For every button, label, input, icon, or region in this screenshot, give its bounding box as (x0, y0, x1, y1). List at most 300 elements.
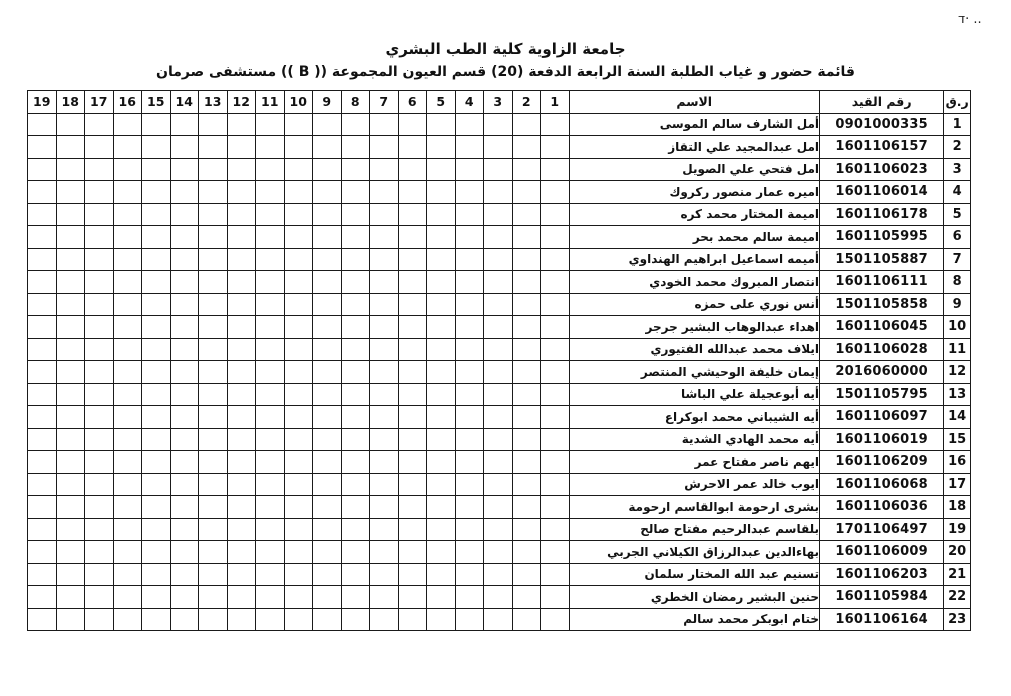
attendance-cell[interactable] (427, 361, 456, 384)
attendance-cell[interactable] (313, 473, 342, 496)
attendance-cell[interactable] (455, 226, 484, 249)
attendance-cell[interactable] (541, 383, 570, 406)
attendance-cell[interactable] (227, 181, 256, 204)
attendance-cell[interactable] (427, 226, 456, 249)
attendance-cell[interactable] (256, 181, 285, 204)
attendance-cell[interactable] (85, 316, 114, 339)
attendance-cell[interactable] (170, 113, 199, 136)
attendance-cell[interactable] (284, 316, 313, 339)
attendance-cell[interactable] (484, 563, 513, 586)
attendance-cell[interactable] (398, 563, 427, 586)
attendance-cell[interactable] (170, 361, 199, 384)
attendance-cell[interactable] (56, 293, 85, 316)
attendance-cell[interactable] (484, 181, 513, 204)
attendance-cell[interactable] (370, 316, 399, 339)
attendance-cell[interactable] (370, 158, 399, 181)
attendance-cell[interactable] (142, 428, 171, 451)
attendance-cell[interactable] (284, 248, 313, 271)
attendance-cell[interactable] (56, 361, 85, 384)
attendance-cell[interactable] (113, 158, 142, 181)
attendance-cell[interactable] (227, 271, 256, 294)
attendance-cell[interactable] (512, 608, 541, 631)
attendance-cell[interactable] (28, 316, 57, 339)
attendance-cell[interactable] (512, 473, 541, 496)
attendance-cell[interactable] (227, 361, 256, 384)
attendance-cell[interactable] (455, 563, 484, 586)
attendance-cell[interactable] (85, 496, 114, 519)
attendance-cell[interactable] (256, 361, 285, 384)
attendance-cell[interactable] (227, 541, 256, 564)
attendance-cell[interactable] (512, 563, 541, 586)
attendance-cell[interactable] (256, 248, 285, 271)
attendance-cell[interactable] (28, 136, 57, 159)
attendance-cell[interactable] (56, 496, 85, 519)
attendance-cell[interactable] (427, 428, 456, 451)
attendance-cell[interactable] (113, 271, 142, 294)
attendance-cell[interactable] (199, 203, 228, 226)
attendance-cell[interactable] (484, 113, 513, 136)
attendance-cell[interactable] (199, 406, 228, 429)
attendance-cell[interactable] (313, 406, 342, 429)
attendance-cell[interactable] (512, 428, 541, 451)
attendance-cell[interactable] (170, 338, 199, 361)
attendance-cell[interactable] (313, 316, 342, 339)
attendance-cell[interactable] (170, 608, 199, 631)
attendance-cell[interactable] (113, 203, 142, 226)
attendance-cell[interactable] (170, 451, 199, 474)
attendance-cell[interactable] (28, 271, 57, 294)
attendance-cell[interactable] (170, 541, 199, 564)
attendance-cell[interactable] (370, 406, 399, 429)
attendance-cell[interactable] (199, 248, 228, 271)
attendance-cell[interactable] (142, 586, 171, 609)
attendance-cell[interactable] (398, 271, 427, 294)
attendance-cell[interactable] (256, 451, 285, 474)
attendance-cell[interactable] (199, 316, 228, 339)
attendance-cell[interactable] (541, 361, 570, 384)
attendance-cell[interactable] (313, 113, 342, 136)
attendance-cell[interactable] (28, 473, 57, 496)
attendance-cell[interactable] (199, 271, 228, 294)
attendance-cell[interactable] (484, 383, 513, 406)
attendance-cell[interactable] (28, 451, 57, 474)
attendance-cell[interactable] (113, 361, 142, 384)
attendance-cell[interactable] (256, 541, 285, 564)
attendance-cell[interactable] (142, 293, 171, 316)
attendance-cell[interactable] (85, 136, 114, 159)
attendance-cell[interactable] (455, 383, 484, 406)
attendance-cell[interactable] (227, 226, 256, 249)
attendance-cell[interactable] (113, 586, 142, 609)
attendance-cell[interactable] (455, 518, 484, 541)
attendance-cell[interactable] (28, 113, 57, 136)
attendance-cell[interactable] (142, 136, 171, 159)
attendance-cell[interactable] (256, 158, 285, 181)
attendance-cell[interactable] (512, 361, 541, 384)
attendance-cell[interactable] (85, 113, 114, 136)
attendance-cell[interactable] (28, 248, 57, 271)
attendance-cell[interactable] (56, 203, 85, 226)
attendance-cell[interactable] (170, 181, 199, 204)
attendance-cell[interactable] (56, 518, 85, 541)
attendance-cell[interactable] (227, 113, 256, 136)
attendance-cell[interactable] (284, 338, 313, 361)
attendance-cell[interactable] (85, 338, 114, 361)
attendance-cell[interactable] (341, 518, 370, 541)
attendance-cell[interactable] (455, 293, 484, 316)
attendance-cell[interactable] (199, 451, 228, 474)
attendance-cell[interactable] (284, 226, 313, 249)
attendance-cell[interactable] (170, 383, 199, 406)
attendance-cell[interactable] (541, 136, 570, 159)
attendance-cell[interactable] (484, 608, 513, 631)
attendance-cell[interactable] (541, 293, 570, 316)
attendance-cell[interactable] (341, 203, 370, 226)
attendance-cell[interactable] (227, 518, 256, 541)
attendance-cell[interactable] (256, 271, 285, 294)
attendance-cell[interactable] (541, 338, 570, 361)
attendance-cell[interactable] (284, 293, 313, 316)
attendance-cell[interactable] (341, 316, 370, 339)
attendance-cell[interactable] (398, 248, 427, 271)
attendance-cell[interactable] (484, 406, 513, 429)
attendance-cell[interactable] (484, 428, 513, 451)
attendance-cell[interactable] (227, 383, 256, 406)
attendance-cell[interactable] (199, 293, 228, 316)
attendance-cell[interactable] (313, 563, 342, 586)
attendance-cell[interactable] (541, 316, 570, 339)
attendance-cell[interactable] (113, 338, 142, 361)
attendance-cell[interactable] (341, 428, 370, 451)
attendance-cell[interactable] (484, 586, 513, 609)
attendance-cell[interactable] (28, 406, 57, 429)
attendance-cell[interactable] (398, 451, 427, 474)
attendance-cell[interactable] (370, 451, 399, 474)
attendance-cell[interactable] (341, 136, 370, 159)
attendance-cell[interactable] (484, 541, 513, 564)
attendance-cell[interactable] (484, 338, 513, 361)
attendance-cell[interactable] (284, 158, 313, 181)
attendance-cell[interactable] (341, 271, 370, 294)
attendance-cell[interactable] (370, 383, 399, 406)
attendance-cell[interactable] (113, 608, 142, 631)
attendance-cell[interactable] (512, 586, 541, 609)
attendance-cell[interactable] (341, 113, 370, 136)
attendance-cell[interactable] (28, 203, 57, 226)
attendance-cell[interactable] (85, 226, 114, 249)
attendance-cell[interactable] (541, 226, 570, 249)
attendance-cell[interactable] (199, 608, 228, 631)
attendance-cell[interactable] (541, 113, 570, 136)
attendance-cell[interactable] (28, 383, 57, 406)
attendance-cell[interactable] (85, 203, 114, 226)
attendance-cell[interactable] (341, 406, 370, 429)
attendance-cell[interactable] (313, 271, 342, 294)
attendance-cell[interactable] (370, 496, 399, 519)
attendance-cell[interactable] (398, 338, 427, 361)
attendance-cell[interactable] (113, 226, 142, 249)
attendance-cell[interactable] (455, 361, 484, 384)
attendance-cell[interactable] (199, 518, 228, 541)
attendance-cell[interactable] (56, 158, 85, 181)
attendance-cell[interactable] (28, 541, 57, 564)
attendance-cell[interactable] (455, 316, 484, 339)
attendance-cell[interactable] (142, 563, 171, 586)
attendance-cell[interactable] (455, 496, 484, 519)
attendance-cell[interactable] (398, 136, 427, 159)
attendance-cell[interactable] (398, 406, 427, 429)
attendance-cell[interactable] (56, 406, 85, 429)
attendance-cell[interactable] (56, 113, 85, 136)
attendance-cell[interactable] (455, 541, 484, 564)
attendance-cell[interactable] (398, 181, 427, 204)
attendance-cell[interactable] (256, 136, 285, 159)
attendance-cell[interactable] (512, 293, 541, 316)
attendance-cell[interactable] (113, 136, 142, 159)
attendance-cell[interactable] (142, 451, 171, 474)
attendance-cell[interactable] (170, 203, 199, 226)
attendance-cell[interactable] (370, 541, 399, 564)
attendance-cell[interactable] (313, 518, 342, 541)
attendance-cell[interactable] (284, 451, 313, 474)
attendance-cell[interactable] (85, 451, 114, 474)
attendance-cell[interactable] (427, 406, 456, 429)
attendance-cell[interactable] (313, 136, 342, 159)
attendance-cell[interactable] (284, 518, 313, 541)
attendance-cell[interactable] (455, 586, 484, 609)
attendance-cell[interactable] (398, 158, 427, 181)
attendance-cell[interactable] (227, 563, 256, 586)
attendance-cell[interactable] (199, 113, 228, 136)
attendance-cell[interactable] (256, 496, 285, 519)
attendance-cell[interactable] (341, 361, 370, 384)
attendance-cell[interactable] (512, 136, 541, 159)
attendance-cell[interactable] (142, 338, 171, 361)
attendance-cell[interactable] (113, 496, 142, 519)
attendance-cell[interactable] (427, 586, 456, 609)
attendance-cell[interactable] (370, 518, 399, 541)
attendance-cell[interactable] (28, 428, 57, 451)
attendance-cell[interactable] (284, 586, 313, 609)
attendance-cell[interactable] (113, 316, 142, 339)
attendance-cell[interactable] (398, 473, 427, 496)
attendance-cell[interactable] (170, 586, 199, 609)
attendance-cell[interactable] (484, 226, 513, 249)
attendance-cell[interactable] (227, 608, 256, 631)
attendance-cell[interactable] (398, 361, 427, 384)
attendance-cell[interactable] (56, 136, 85, 159)
attendance-cell[interactable] (455, 248, 484, 271)
attendance-cell[interactable] (56, 383, 85, 406)
attendance-cell[interactable] (370, 608, 399, 631)
attendance-cell[interactable] (313, 181, 342, 204)
attendance-cell[interactable] (427, 496, 456, 519)
attendance-cell[interactable] (142, 383, 171, 406)
attendance-cell[interactable] (541, 473, 570, 496)
attendance-cell[interactable] (199, 586, 228, 609)
attendance-cell[interactable] (427, 158, 456, 181)
attendance-cell[interactable] (199, 158, 228, 181)
attendance-cell[interactable] (398, 541, 427, 564)
attendance-cell[interactable] (370, 428, 399, 451)
attendance-cell[interactable] (313, 428, 342, 451)
attendance-cell[interactable] (341, 338, 370, 361)
attendance-cell[interactable] (427, 316, 456, 339)
attendance-cell[interactable] (341, 226, 370, 249)
attendance-cell[interactable] (427, 248, 456, 271)
attendance-cell[interactable] (398, 316, 427, 339)
attendance-cell[interactable] (313, 338, 342, 361)
attendance-cell[interactable] (541, 428, 570, 451)
attendance-cell[interactable] (170, 271, 199, 294)
attendance-cell[interactable] (370, 113, 399, 136)
attendance-cell[interactable] (313, 158, 342, 181)
attendance-cell[interactable] (142, 608, 171, 631)
attendance-cell[interactable] (398, 383, 427, 406)
attendance-cell[interactable] (370, 226, 399, 249)
attendance-cell[interactable] (484, 136, 513, 159)
attendance-cell[interactable] (56, 181, 85, 204)
attendance-cell[interactable] (398, 226, 427, 249)
attendance-cell[interactable] (227, 203, 256, 226)
attendance-cell[interactable] (170, 473, 199, 496)
attendance-cell[interactable] (199, 428, 228, 451)
attendance-cell[interactable] (199, 226, 228, 249)
attendance-cell[interactable] (227, 428, 256, 451)
attendance-cell[interactable] (199, 136, 228, 159)
attendance-cell[interactable] (370, 338, 399, 361)
attendance-cell[interactable] (256, 226, 285, 249)
attendance-cell[interactable] (28, 608, 57, 631)
attendance-cell[interactable] (170, 518, 199, 541)
attendance-cell[interactable] (398, 293, 427, 316)
attendance-cell[interactable] (313, 383, 342, 406)
attendance-cell[interactable] (341, 608, 370, 631)
attendance-cell[interactable] (341, 496, 370, 519)
attendance-cell[interactable] (85, 608, 114, 631)
attendance-cell[interactable] (484, 496, 513, 519)
attendance-cell[interactable] (370, 181, 399, 204)
attendance-cell[interactable] (142, 248, 171, 271)
attendance-cell[interactable] (85, 473, 114, 496)
attendance-cell[interactable] (398, 586, 427, 609)
attendance-cell[interactable] (284, 563, 313, 586)
attendance-cell[interactable] (256, 113, 285, 136)
attendance-cell[interactable] (341, 158, 370, 181)
attendance-cell[interactable] (284, 496, 313, 519)
attendance-cell[interactable] (313, 226, 342, 249)
attendance-cell[interactable] (56, 563, 85, 586)
attendance-cell[interactable] (541, 203, 570, 226)
attendance-cell[interactable] (56, 226, 85, 249)
attendance-cell[interactable] (227, 406, 256, 429)
attendance-cell[interactable] (113, 406, 142, 429)
attendance-cell[interactable] (284, 271, 313, 294)
attendance-cell[interactable] (227, 248, 256, 271)
attendance-cell[interactable] (341, 293, 370, 316)
attendance-cell[interactable] (284, 113, 313, 136)
attendance-cell[interactable] (199, 338, 228, 361)
attendance-cell[interactable] (85, 563, 114, 586)
attendance-cell[interactable] (484, 316, 513, 339)
attendance-cell[interactable] (142, 541, 171, 564)
attendance-cell[interactable] (512, 158, 541, 181)
attendance-cell[interactable] (427, 563, 456, 586)
attendance-cell[interactable] (170, 158, 199, 181)
attendance-cell[interactable] (256, 316, 285, 339)
attendance-cell[interactable] (313, 361, 342, 384)
attendance-cell[interactable] (199, 383, 228, 406)
attendance-cell[interactable] (28, 563, 57, 586)
attendance-cell[interactable] (284, 136, 313, 159)
attendance-cell[interactable] (512, 316, 541, 339)
attendance-cell[interactable] (398, 518, 427, 541)
attendance-cell[interactable] (427, 473, 456, 496)
attendance-cell[interactable] (341, 473, 370, 496)
attendance-cell[interactable] (313, 248, 342, 271)
attendance-cell[interactable] (427, 203, 456, 226)
attendance-cell[interactable] (227, 496, 256, 519)
attendance-cell[interactable] (199, 181, 228, 204)
attendance-cell[interactable] (142, 406, 171, 429)
attendance-cell[interactable] (170, 428, 199, 451)
attendance-cell[interactable] (541, 496, 570, 519)
attendance-cell[interactable] (85, 541, 114, 564)
attendance-cell[interactable] (341, 563, 370, 586)
attendance-cell[interactable] (28, 518, 57, 541)
attendance-cell[interactable] (512, 541, 541, 564)
attendance-cell[interactable] (142, 181, 171, 204)
attendance-cell[interactable] (455, 113, 484, 136)
attendance-cell[interactable] (484, 271, 513, 294)
attendance-cell[interactable] (113, 563, 142, 586)
attendance-cell[interactable] (284, 406, 313, 429)
attendance-cell[interactable] (85, 406, 114, 429)
attendance-cell[interactable] (512, 248, 541, 271)
attendance-cell[interactable] (256, 406, 285, 429)
attendance-cell[interactable] (56, 338, 85, 361)
attendance-cell[interactable] (256, 338, 285, 361)
attendance-cell[interactable] (170, 136, 199, 159)
attendance-cell[interactable] (541, 586, 570, 609)
attendance-cell[interactable] (541, 181, 570, 204)
attendance-cell[interactable] (28, 586, 57, 609)
attendance-cell[interactable] (512, 203, 541, 226)
attendance-cell[interactable] (284, 608, 313, 631)
attendance-cell[interactable] (170, 496, 199, 519)
attendance-cell[interactable] (113, 518, 142, 541)
attendance-cell[interactable] (85, 293, 114, 316)
attendance-cell[interactable] (113, 541, 142, 564)
attendance-cell[interactable] (427, 181, 456, 204)
attendance-cell[interactable] (341, 248, 370, 271)
attendance-cell[interactable] (398, 608, 427, 631)
attendance-cell[interactable] (313, 451, 342, 474)
attendance-cell[interactable] (227, 473, 256, 496)
attendance-cell[interactable] (313, 293, 342, 316)
attendance-cell[interactable] (256, 518, 285, 541)
attendance-cell[interactable] (484, 248, 513, 271)
attendance-cell[interactable] (28, 338, 57, 361)
attendance-cell[interactable] (455, 271, 484, 294)
attendance-cell[interactable] (427, 271, 456, 294)
attendance-cell[interactable] (85, 271, 114, 294)
attendance-cell[interactable] (398, 113, 427, 136)
attendance-cell[interactable] (28, 361, 57, 384)
attendance-cell[interactable] (313, 608, 342, 631)
attendance-cell[interactable] (284, 361, 313, 384)
attendance-cell[interactable] (28, 226, 57, 249)
